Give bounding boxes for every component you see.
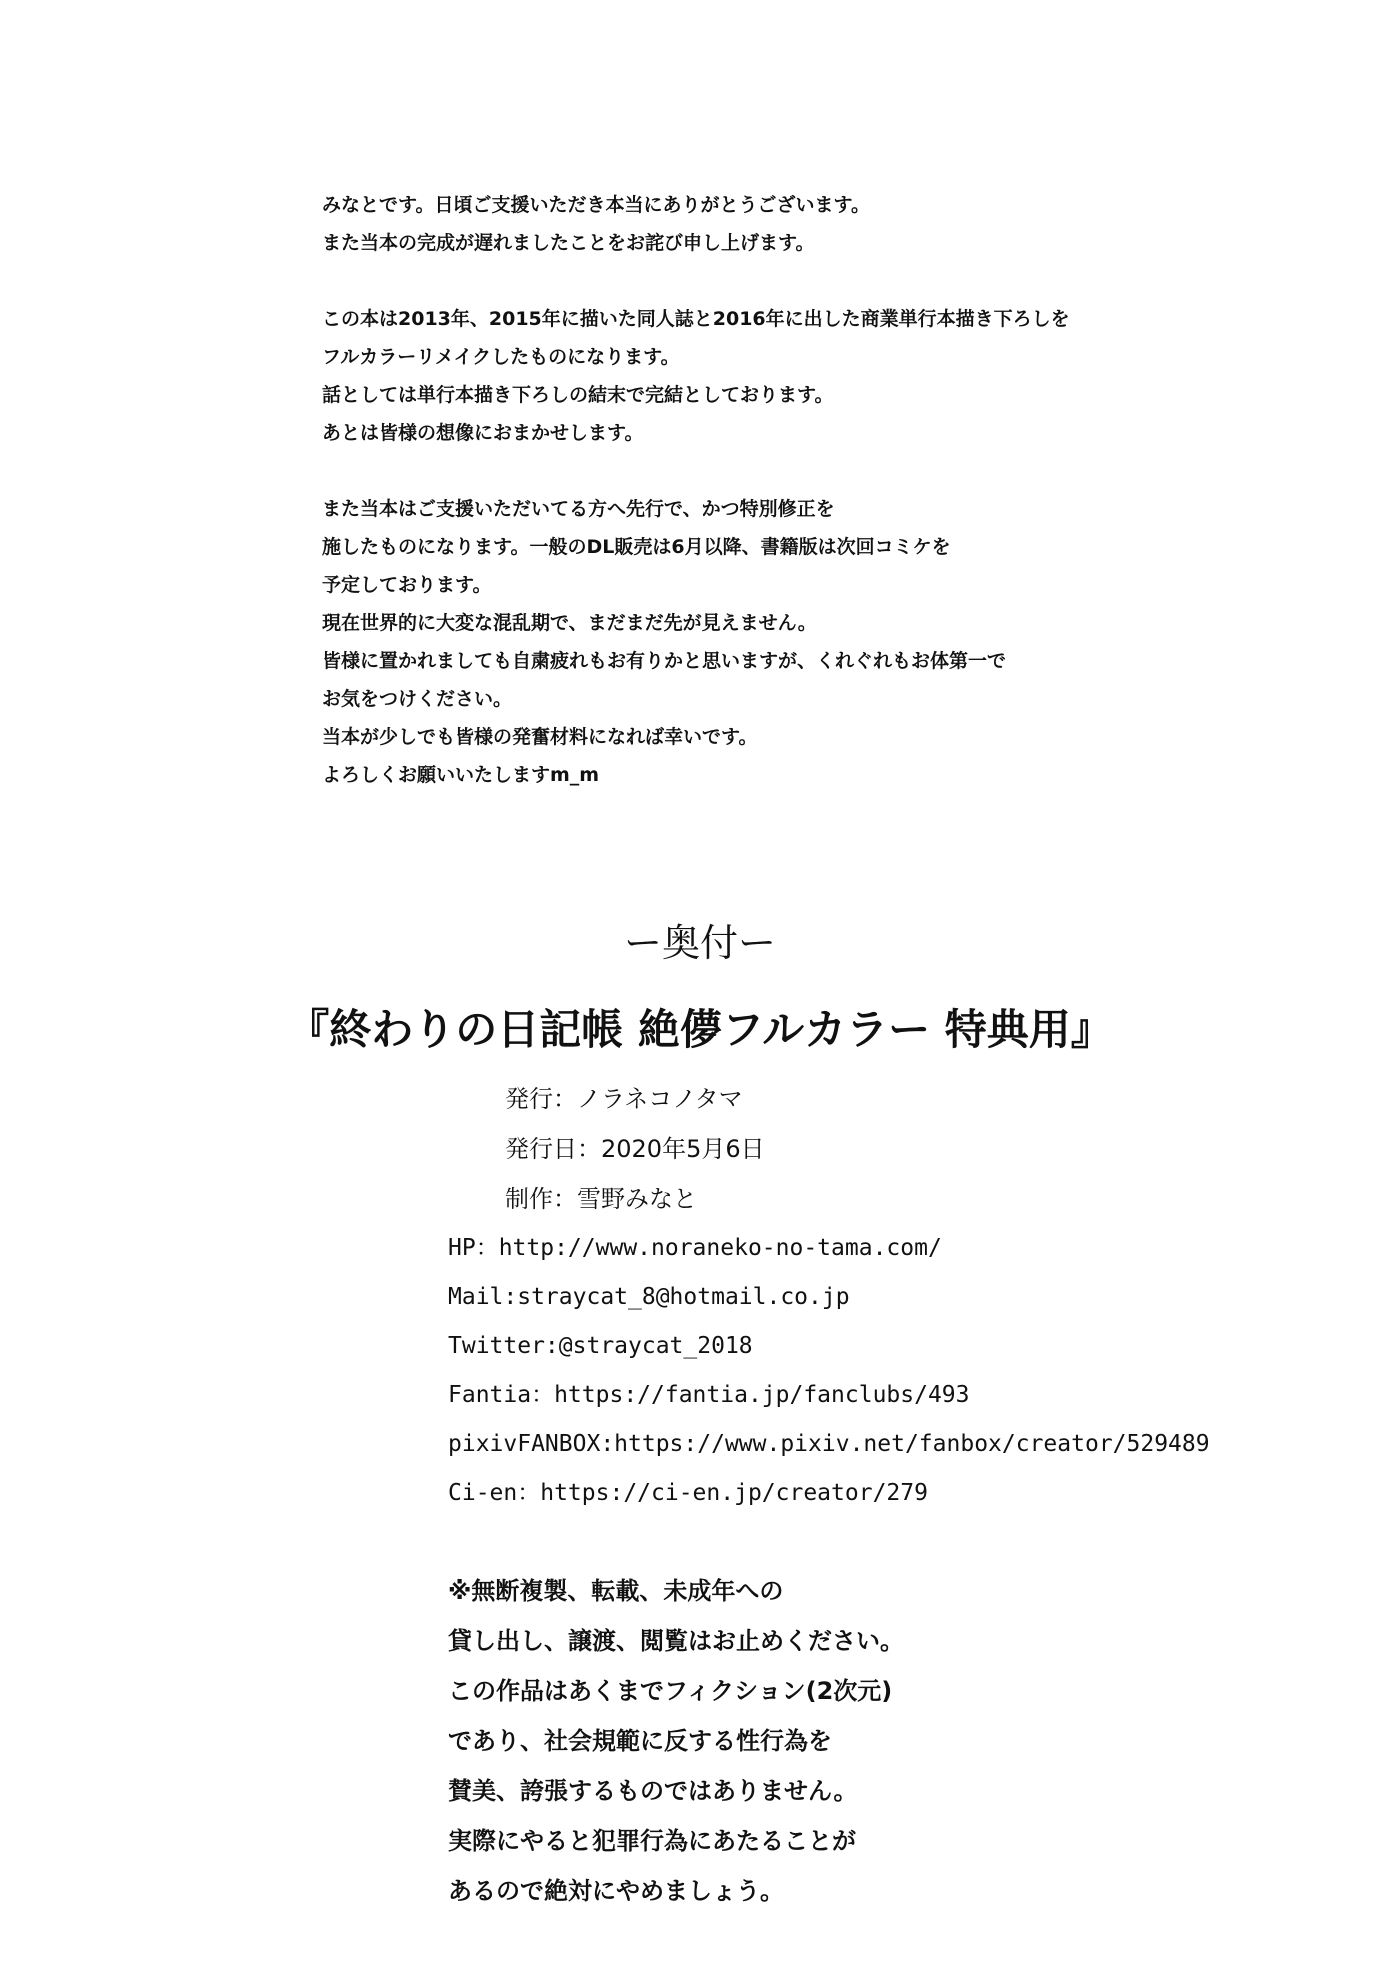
contact-homepage: HP：http://www.noraneko-no-tama.com/	[448, 1235, 942, 1261]
afterword-line: この本は2013年、2015年に描いた同人誌と2016年に出した商業単行本描き下ろしを	[322, 308, 1070, 330]
notice-line: であり、社会規範に反する性行為を	[448, 1727, 832, 1755]
afterword-line: よろしくお願いいたしますm_m	[322, 764, 600, 786]
afterword-paragraph-2	[322, 300, 1322, 452]
publisher: 発行：ノラネコノタマ	[505, 1085, 743, 1113]
contact-fantia: Fantia：https://fantia.jp/fanclubs/493	[448, 1382, 970, 1408]
contact-twitter: Twitter:@straycat_2018	[448, 1333, 753, 1359]
afterword-line: フルカラーリメイクしたものになります。	[322, 346, 680, 368]
legal-notice	[448, 1566, 904, 1916]
afterword-line: また当本の完成が遅れましたことをお詫び申し上げます。	[322, 232, 815, 254]
afterword-line: あとは皆様の想像におまかせします。	[322, 422, 644, 444]
afterword-line: お気をつけください。	[322, 688, 513, 710]
notice-line: ※無断複製、転載、未成年への	[448, 1577, 784, 1605]
notice-line: 貸し出し、譲渡、閲覧はお止めください。	[448, 1627, 904, 1655]
afterword-line: 当本が少しでも皆様の発奮材料になれば幸いです。	[322, 726, 758, 748]
notice-line: この作品はあくまでフィクション(2次元)	[448, 1677, 893, 1705]
publication-info	[505, 1074, 765, 1224]
afterword-line: 現在世界的に大変な混乱期で、まだまだ先が見えません。	[322, 612, 817, 634]
author: 制作：雪野みなと	[505, 1185, 697, 1213]
afterword-line: また当本はご支援いただいてる方へ先行で、かつ特別修正を	[322, 498, 835, 520]
afterword-line: みなとです。日頃ご支援いただき本当にありがとうございます。	[322, 194, 870, 216]
afterword-paragraph-1	[322, 186, 1322, 262]
contact-ci-en: Ci-en：https://ci-en.jp/creator/279	[448, 1480, 928, 1506]
afterword-line: 皆様に置かれましても自粛疲れもお有りかと思いますが、くれぐれもお体第一で	[322, 650, 1007, 672]
book-title: 『終わりの日記帳 絶儚フルカラー 特典用』	[287, 1005, 1113, 1054]
colophon-heading: ー奥付ー	[623, 921, 776, 965]
afterword	[322, 186, 1322, 832]
afterword-paragraph-3	[322, 490, 1322, 794]
afterword-line: 予定しております。	[322, 574, 492, 596]
afterword-line: 話としては単行本描き下ろしの結末で完結としております。	[322, 384, 834, 406]
afterword-line: 施したものになります。一般のDL販売は6月以降、書籍版は次回コミケを	[322, 536, 951, 558]
contact-pixiv-fanbox: pixivFANBOX:https://www.pixiv.net/fanbox/creator/529489	[448, 1431, 1210, 1457]
notice-line: 賛美、誇張するものではありません。	[448, 1777, 858, 1805]
notice-line: あるので絶対にやめましょう。	[448, 1877, 784, 1905]
contact-list	[448, 1224, 1210, 1518]
contact-mail: Mail:straycat_8@hotmail.co.jp	[448, 1284, 850, 1310]
notice-line: 実際にやると犯罪行為にあたることが	[448, 1827, 856, 1855]
publication-date: 発行日：2020年5月6日	[505, 1135, 765, 1163]
